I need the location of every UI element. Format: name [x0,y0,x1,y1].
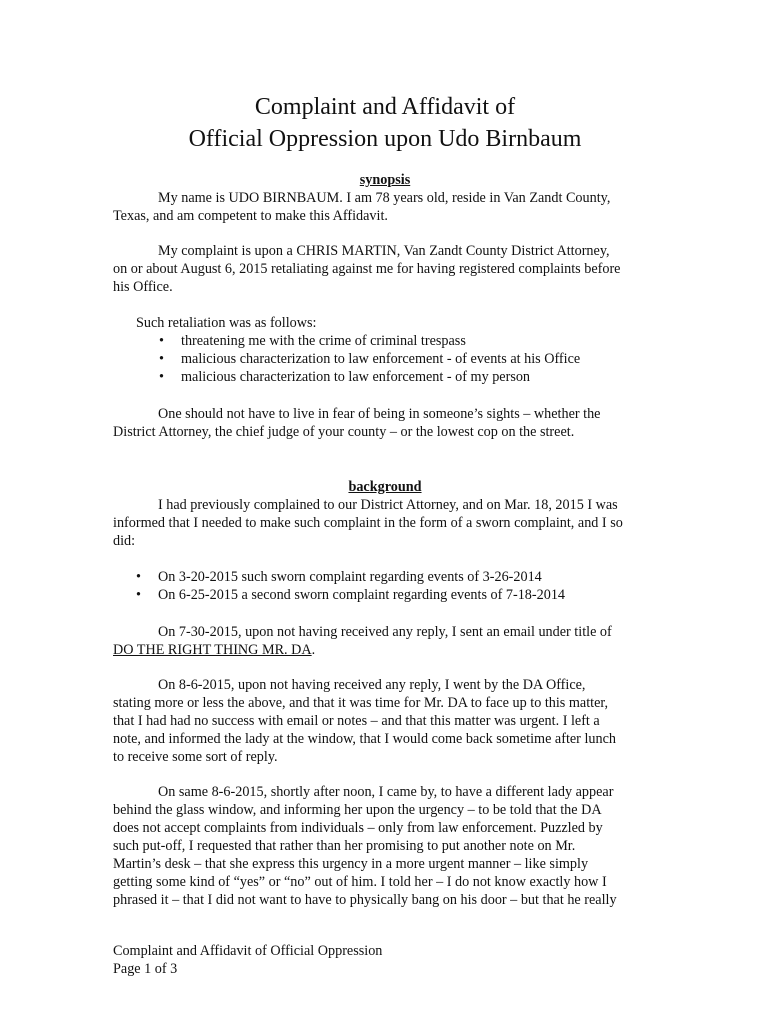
paragraph-fear [113,405,658,441]
text-line: informed that I needed to make such complaint in the form of a sworn complaint, and I so [113,515,623,531]
text-line-content: My complaint is upon a CHRIS MARTIN, Van Zandt County District Attorney, [158,243,610,259]
text-line [113,623,658,641]
paragraph-identity [113,189,658,225]
text-line: Martin’s desk – that she express this urgency in a more urgent manner – like simply [113,856,589,872]
email-title-link[interactable]: DO THE RIGHT THING MR. DA [113,642,312,658]
text-line: his Office. [113,279,173,295]
list-item [159,368,580,386]
text-line: on or about August 6, 2015 retaliating against me for having registered complaints before [113,261,621,277]
page-footer [113,942,382,978]
retaliation-intro: Such retaliation was as follows: [136,315,317,331]
text-line-content: . [311,642,316,658]
text-line-content: On 8-6-2015, upon not having received any reply, I went by the DA Office, [158,677,586,693]
list-item [136,568,565,586]
document-title-line-2: Official Oppression upon Udo Birnbaum [188,126,582,152]
text-line [113,641,658,659]
bullet-icon: • [136,587,141,603]
document-title-line-1: Complaint and Affidavit of [254,94,516,120]
paragraph-da-office-visit [113,676,658,766]
text-line: behind the glass window, and informing her upon the urgency – to be told that the DA [113,802,602,818]
text-line: to receive some sort of reply. [113,749,278,765]
retaliation-list [159,332,580,386]
text-line [113,496,658,514]
list-item-text: malicious characterization to law enforcement - of my person [181,369,531,385]
paragraph-background [113,496,658,550]
text-line-content: My name is UDO BIRNBAUM. I am 78 years old, reside in Van Zandt County, [158,190,611,206]
text-line: phrased it – that I did not want to have to physically bang on his door – but that he really [113,892,617,908]
list-item-text: threatening me with the crime of criminal trespass [181,333,466,349]
text-line: note, and informed the lady at the window, that I would come back sometime after lunch [113,731,616,747]
text-line-content: I had previously complained to our District Attorney, and on Mar. 18, 2015 I was [158,497,618,513]
list-item [159,350,580,368]
list-item [159,332,580,350]
bullet-icon: • [159,369,164,385]
paragraph-afternoon-visit [113,783,658,909]
text-line: stating more or less the above, and that it was time for Mr. DA to face up to this matter, [113,695,609,711]
bullet-icon: • [159,333,164,349]
text-line: that I had had no success with email or notes – and that this matter was urgent. I left a [113,713,600,729]
text-line [113,242,658,260]
bullet-icon: • [159,351,164,367]
text-line [113,405,658,423]
text-line-content: On 7-30-2015, upon not having received any reply, I sent an email under title of [158,624,612,640]
bullet-icon: • [136,569,141,585]
paragraph-email [113,623,658,659]
text-line: getting some kind of “yes” or “no” out of him. I told her – I do not know exactly how I [113,874,607,890]
text-line: did: [113,533,136,549]
page-number: Page 1 of 3 [113,961,178,977]
text-line: does not accept complaints from individuals – only from law enforcement. Puzzled by [113,820,603,836]
text-line [113,783,658,801]
text-line [113,189,658,207]
sworn-complaints-list [136,568,565,604]
text-line: such put-off, I requested that rather than her promising to put another note on Mr. [113,838,576,854]
text-line [113,676,658,694]
list-item-text: malicious characterization to law enforcement - of events at his Office [181,351,581,367]
text-line: District Attorney, the chief judge of your county – or the lowest cop on the street. [113,424,575,440]
list-item [136,586,565,604]
list-item-text: On 3-20-2015 such sworn complaint regarding events of 3-26-2014 [158,569,542,585]
background-heading: background [348,479,422,495]
paragraph-complaint-target [113,242,658,296]
list-item-text: On 6-25-2015 a second sworn complaint regarding events of 7-18-2014 [158,587,566,603]
text-line-content: One should not have to live in fear of being in someone’s sights – whether the [158,406,601,422]
text-line-content: On same 8-6-2015, shortly after noon, I came by, to have a different lady appear [158,784,614,800]
synopsis-heading: synopsis [359,172,411,188]
footer-title: Complaint and Affidavit of Official Oppression [113,943,383,959]
text-line: Texas, and am competent to make this Affidavit. [113,208,388,224]
